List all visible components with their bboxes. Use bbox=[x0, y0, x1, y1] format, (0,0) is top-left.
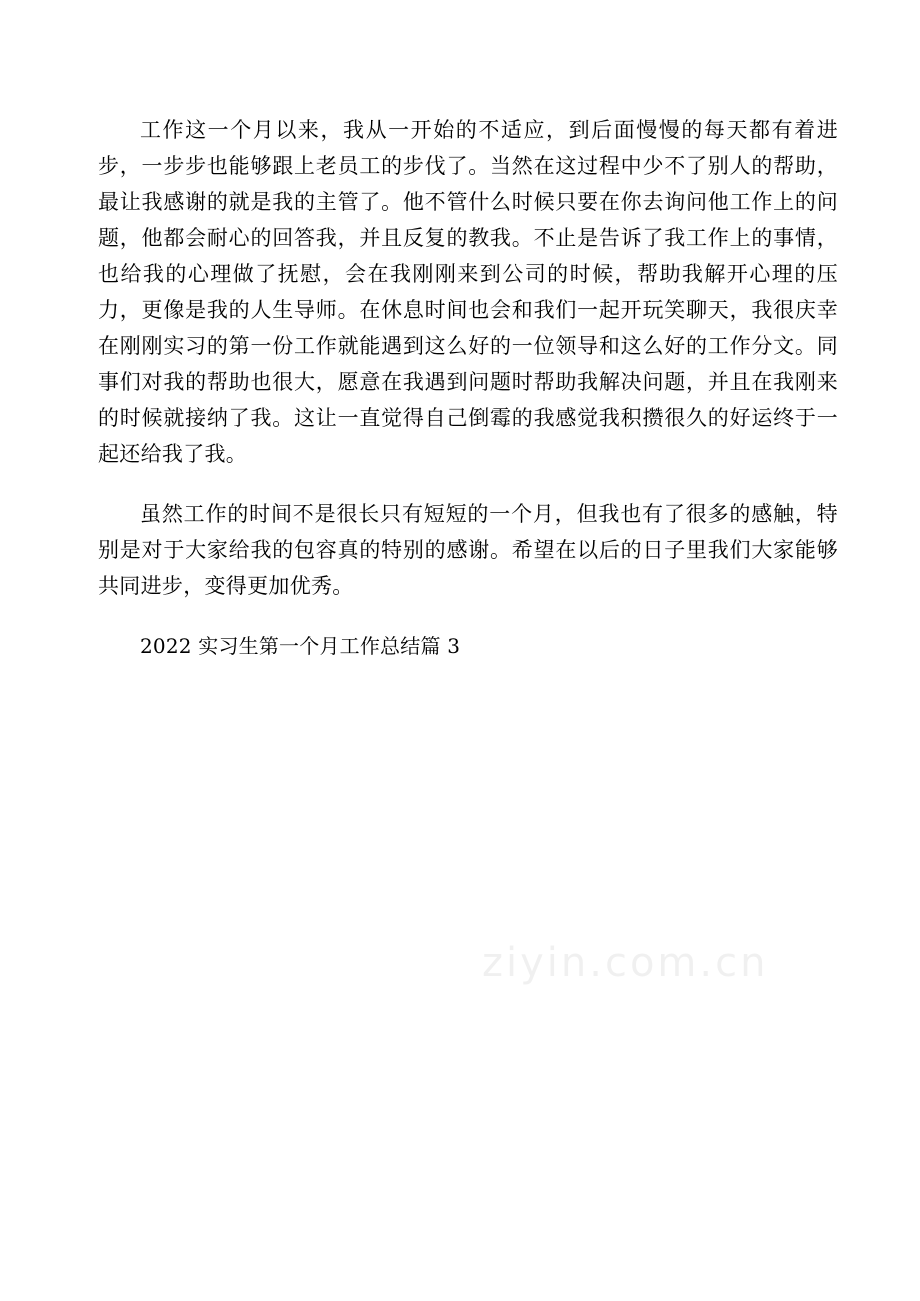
watermark: ziyin.com.cn bbox=[482, 940, 769, 986]
paragraph-2: 虽然工作的时间不是很长只有短短的一个月，但我也有了很多的感触，特别是对于大家给我的包容真的特别的感谢。希望在以后的日子里我们大家能够共同进步，变得更加优秀。 bbox=[98, 502, 838, 598]
paragraph-1: 工作这一个月以来，我从一开始的不适应，到后面慢慢的每天都有着进步，一步步也能够跟上老员工的步伐了。当然在这过程中少不了别人的帮助，最让我感谢的就是我的主管了。他不管什么时候只要在你去询问他工作上的问题，他都会耐心的回答我，并且反复的教我。不止是告诉了我工作上的事情，也给我的心理做了抚慰，会在我刚刚来到公司的时候，帮助我解开心理的压力，更像是我的人生导师。在休息时间也会和我们一起开玩笑聊天，我很庆幸在刚刚实习的第一份工作就能遇到这么好的一位领导和这么好的工作分文。同事们对我的帮助也很大，愿意在我遇到问题时帮助我解决问题，并且在我刚来的时候就接纳了我。这让一直觉得自己倒霉的我感觉我积攒很久的好运终于一起还给我了我。 bbox=[98, 118, 838, 466]
section-heading: 2022 实习生第一个月工作总结篇 3 bbox=[140, 634, 461, 658]
document-body bbox=[98, 112, 838, 664]
